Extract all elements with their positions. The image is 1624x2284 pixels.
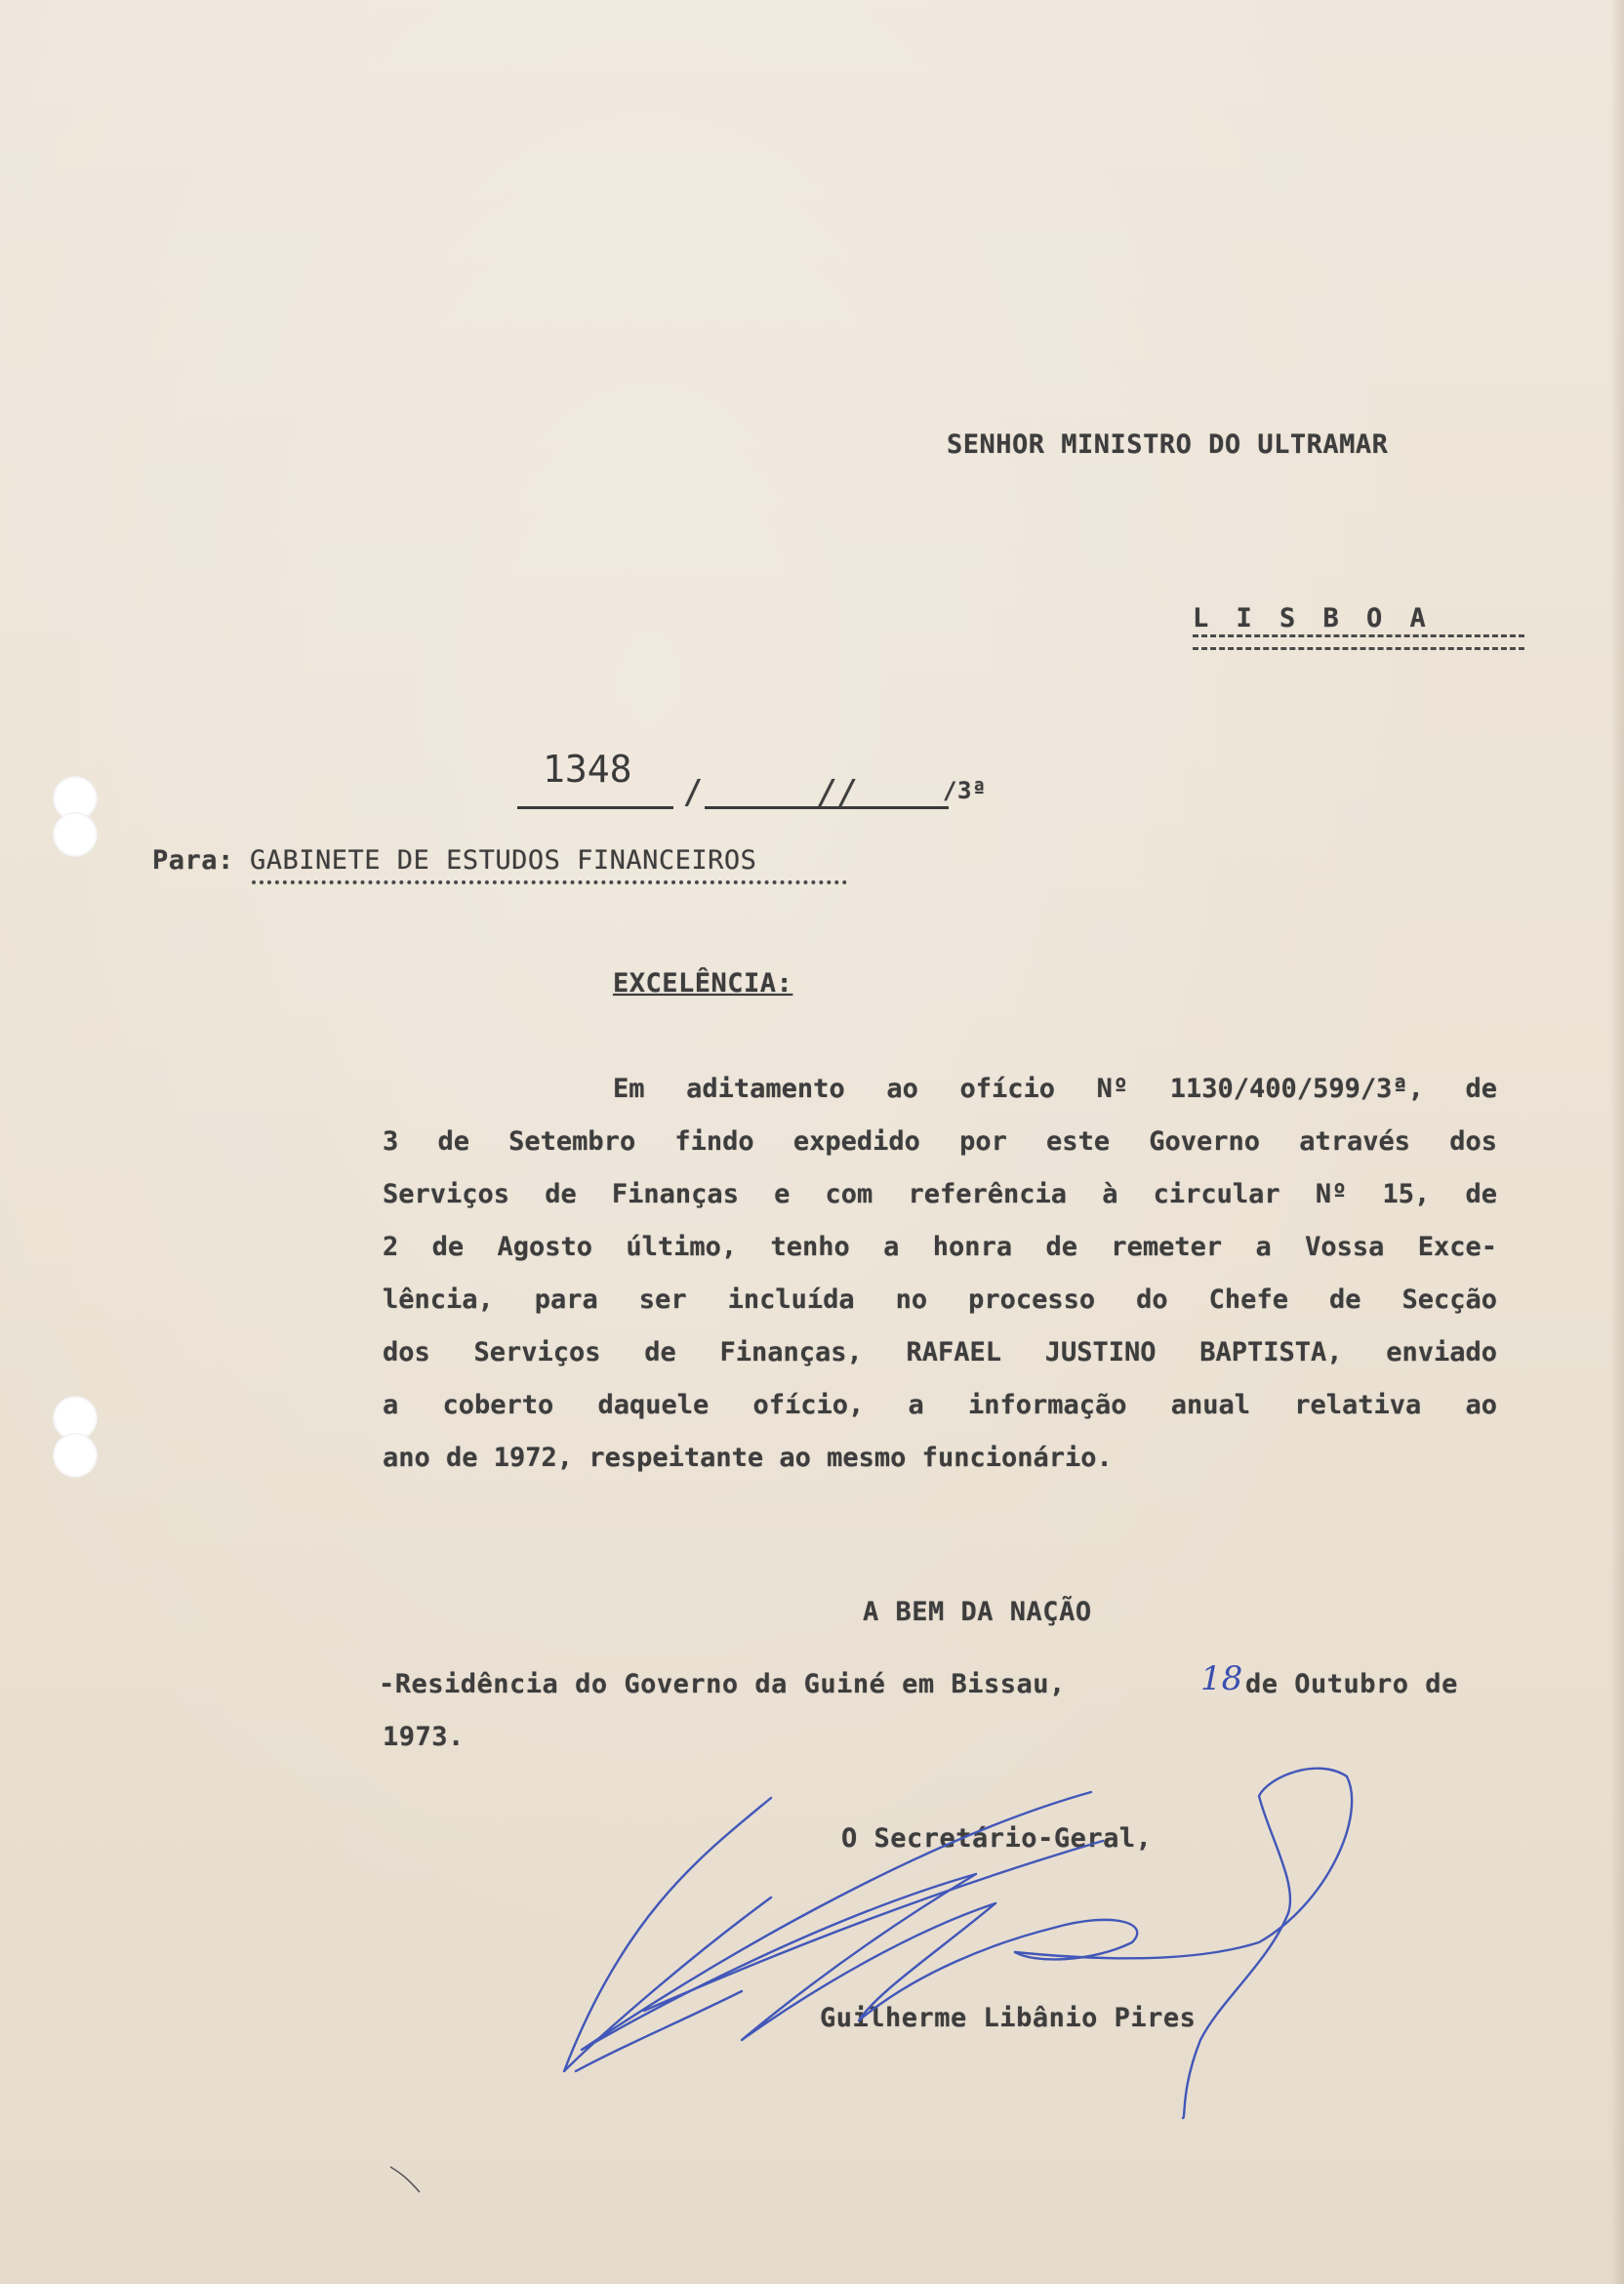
body-line-8: ano de 1972, respeitante ao mesmo funcionário. [383,1443,1113,1473]
signature-title: O Secretário-Geral, [841,1823,1153,1854]
recipient-underline [252,880,847,888]
reference-underline-1 [517,806,673,809]
city-double-underline [1193,634,1524,650]
punch-hole-bottom-lower [53,1433,98,1478]
signature-name: Guilherme Libânio Pires [820,2003,1197,2033]
addressee-line: SENHOR MINISTRO DO ULTRAMAR [947,429,1389,460]
reference-number: 1348 [543,748,632,791]
body-line-3: Serviços de Finanças e com referência à circular Nº 15, de [383,1179,1497,1209]
reference-suffix: /3ª [943,777,987,804]
place-date-suffix: de Outubro de [1245,1669,1458,1699]
reference-middle: // [818,773,859,812]
body-line-4: 2 de Agosto último, tenho a honra de remeter a Vossa Exce- [383,1232,1497,1262]
stray-mark [386,2163,445,2202]
punch-hole-top-lower [53,812,98,857]
body-line-7: a coberto daquele ofício, a informação anual relativa ao [383,1390,1497,1420]
recipient-name: GABINETE DE ESTUDOS FINANCEIROS [250,845,757,876]
body-line-6: dos Serviços de Finanças, RAFAEL JUSTINO BAPTISTA, enviado [383,1337,1497,1367]
addressee-city: L I S B O A [1193,603,1432,633]
body-line-2: 3 de Setembro findo expedido por este Governo através dos [383,1126,1497,1157]
page-edge-shadow [1610,0,1624,2284]
reference-separator: / [683,773,704,812]
body-line-5: lência, para ser incluída no processo do Chefe de Secção [383,1285,1497,1315]
handwritten-day: 18 [1200,1659,1243,1698]
recipient-label: Para: [152,845,234,876]
place-date-prefix: -Residência do Governo da Guiné em Bissau, [379,1669,1066,1699]
closing-motto: A BEM DA NAÇÃO [863,1597,1092,1627]
body-line-1: Em aditamento ao ofício Nº 1130/400/599/3ª, de [613,1074,1497,1104]
salutation: EXCELÊNCIA: [613,968,793,999]
place-date-year: 1973. [383,1722,465,1752]
